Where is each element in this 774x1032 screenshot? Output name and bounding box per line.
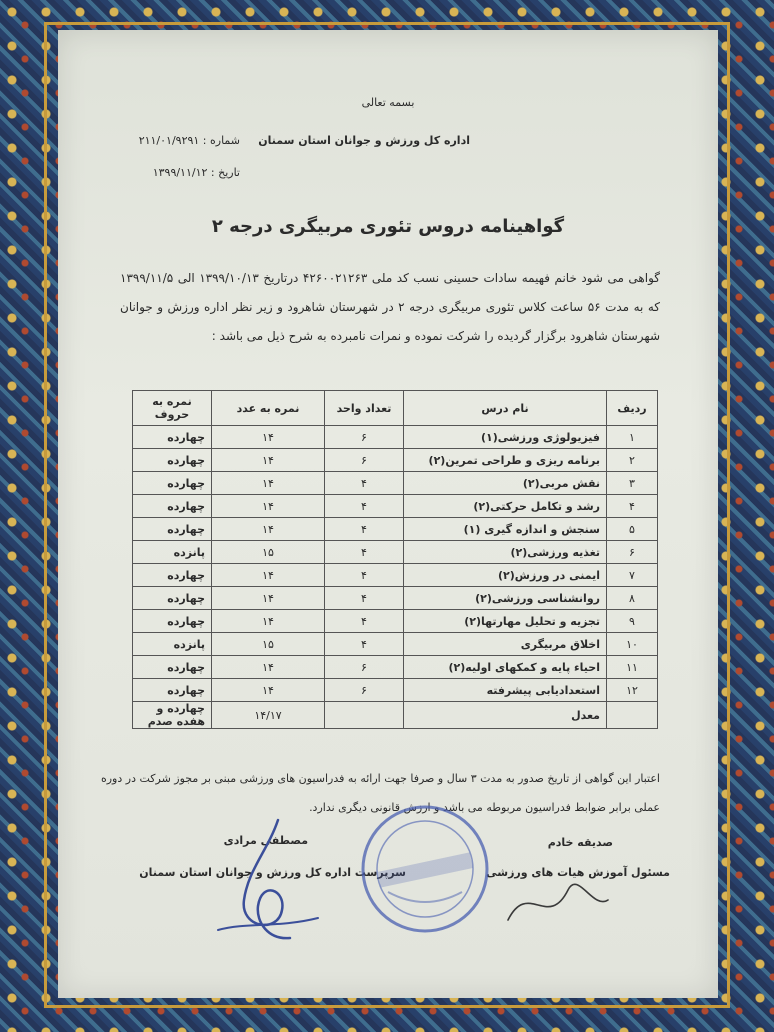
grade-number-cell: ۱۴ bbox=[212, 426, 325, 449]
units-cell: ۶ bbox=[325, 449, 404, 472]
grade-words-cell: چهارده bbox=[133, 656, 212, 679]
row-number-cell: ۱۰ bbox=[607, 633, 658, 656]
table-row bbox=[133, 633, 658, 656]
average-row bbox=[133, 702, 658, 729]
letter-number: شماره : ۲۱۱/۰۱/۹۲۹۱ bbox=[138, 134, 240, 147]
course-name-cell: تجزیه و تحلیل مهارتها(۲) bbox=[404, 610, 607, 633]
organization-name: اداره کل ورزش و جوانان استان سمنان bbox=[258, 134, 470, 147]
average-label: معدل bbox=[404, 702, 607, 729]
units-cell: ۶ bbox=[325, 679, 404, 702]
table-row bbox=[133, 679, 658, 702]
row-number-cell: ۱۲ bbox=[607, 679, 658, 702]
units-cell: ۴ bbox=[325, 518, 404, 541]
grade-number-cell: ۱۴ bbox=[212, 679, 325, 702]
grade-words-cell: چهارده bbox=[133, 426, 212, 449]
header-grade-number: نمره به عدد bbox=[212, 391, 325, 426]
grade-words-cell: پانزده bbox=[133, 541, 212, 564]
course-name-cell: رشد و تکامل حرکتی(۲) bbox=[404, 495, 607, 518]
row-number-cell: ۲ bbox=[607, 449, 658, 472]
grade-words-cell: چهارده bbox=[133, 495, 212, 518]
grade-number-cell: ۱۴ bbox=[212, 587, 325, 610]
table-row bbox=[133, 564, 658, 587]
header-row-number: ردیف bbox=[607, 391, 658, 426]
grade-number-cell: ۱۵ bbox=[212, 541, 325, 564]
header-units: تعداد واحد bbox=[325, 391, 404, 426]
table-row bbox=[133, 518, 658, 541]
course-name-cell: روانشناسی ورزشی(۲) bbox=[404, 587, 607, 610]
units-cell: ۴ bbox=[325, 564, 404, 587]
grade-number-cell: ۱۴ bbox=[212, 610, 325, 633]
row-number-cell: ۹ bbox=[607, 610, 658, 633]
units-cell: ۴ bbox=[325, 587, 404, 610]
table-header-row bbox=[133, 391, 658, 426]
row-number-cell: ۵ bbox=[607, 518, 658, 541]
row-number-cell: ۶ bbox=[607, 541, 658, 564]
course-name-cell: احیاء پایه و کمکهای اولیه(۲) bbox=[404, 656, 607, 679]
units-cell: ۶ bbox=[325, 426, 404, 449]
table-row bbox=[133, 541, 658, 564]
table-row bbox=[133, 495, 658, 518]
grade-words-cell: پانزده bbox=[133, 633, 212, 656]
table-row bbox=[133, 426, 658, 449]
signature-mark bbox=[208, 810, 338, 950]
units-cell: ۶ bbox=[325, 656, 404, 679]
course-name-cell: تغذیه ورزشی(۲) bbox=[404, 541, 607, 564]
units-cell: ۴ bbox=[325, 610, 404, 633]
grade-words-cell: چهارده bbox=[133, 679, 212, 702]
grade-words-cell: چهارده bbox=[133, 449, 212, 472]
signer2-role: سرپرست اداره کل ورزش و جوانان استان سمنان bbox=[139, 866, 406, 879]
basmala: بسمه تعالی bbox=[361, 96, 415, 109]
signer1-name: صدیقه خادم bbox=[547, 836, 613, 849]
row-number-cell: ۳ bbox=[607, 472, 658, 495]
official-stamp bbox=[358, 802, 492, 936]
grade-words-cell: چهارده bbox=[133, 518, 212, 541]
signer2-name: مصطفی مرادی bbox=[223, 834, 308, 847]
grade-words-cell: چهارده bbox=[133, 564, 212, 587]
course-name-cell: ایمنی در ورزش(۲) bbox=[404, 564, 607, 587]
average-empty-units bbox=[325, 702, 404, 729]
row-number-cell: ۷ bbox=[607, 564, 658, 587]
units-cell: ۴ bbox=[325, 472, 404, 495]
units-cell: ۴ bbox=[325, 541, 404, 564]
table-row bbox=[133, 449, 658, 472]
header-course-name: نام درس bbox=[404, 391, 607, 426]
grade-number-cell: ۱۴ bbox=[212, 449, 325, 472]
grade-number-cell: ۱۴ bbox=[212, 564, 325, 587]
average-words: چهارده و هفده صدم bbox=[133, 702, 212, 729]
average-empty-cell bbox=[607, 702, 658, 729]
signer1-role: مسئول آموزش هیات های ورزشی bbox=[486, 866, 670, 879]
table-row bbox=[133, 587, 658, 610]
letter-date: تاریخ : ۱۳۹۹/۱۱/۱۲ bbox=[152, 166, 240, 179]
certificate-title: گواهینامه دروس تئوری مربیگری درجه ۲ bbox=[211, 216, 565, 237]
grades-table bbox=[132, 390, 658, 729]
course-name-cell: استعدادیابی پیشرفته bbox=[404, 679, 607, 702]
average-number: ۱۴/۱۷ bbox=[212, 702, 325, 729]
course-name-cell: برنامه ریزی و طراحی تمرین(۲) bbox=[404, 449, 607, 472]
course-name-cell: سنجش و اندازه گیری (۱) bbox=[404, 518, 607, 541]
grade-number-cell: ۱۴ bbox=[212, 472, 325, 495]
certificate-paper bbox=[58, 30, 718, 998]
grade-number-cell: ۱۴ bbox=[212, 518, 325, 541]
row-number-cell: ۱۱ bbox=[607, 656, 658, 679]
row-number-cell: ۸ bbox=[607, 587, 658, 610]
grade-words-cell: چهارده bbox=[133, 610, 212, 633]
table-row bbox=[133, 472, 658, 495]
grade-words-cell: چهارده bbox=[133, 587, 212, 610]
certificate-paragraph: گواهی می شود خانم فهیمه سادات حسینی نسب کد ملی ۴۲۶۰۰۲۱۲۶۳ درتاریخ ۱۳۹۹/۱۰/۱۳ الی ۱۳۹۹/۱۱/۵ که به مدت ۵۶ ساعت کلاس تئوری مربیگری درجه ۲ در شهرستان شاهرود و زیر نظر اداره ورزش و جوانان شهرستان شاهرود برگزار گردیده را شرکت نموده و نمرات نامبرده به شرح ذیل می باشد : bbox=[120, 271, 660, 343]
table-row bbox=[133, 656, 658, 679]
header-grade-words: نمره به حروف bbox=[133, 391, 212, 426]
table-row bbox=[133, 610, 658, 633]
grade-number-cell: ۱۴ bbox=[212, 495, 325, 518]
course-name-cell: فیزیولوژی ورزشی(۱) bbox=[404, 426, 607, 449]
course-name-cell: نقش مربی(۲) bbox=[404, 472, 607, 495]
course-name-cell: اخلاق مربیگری bbox=[404, 633, 607, 656]
units-cell: ۴ bbox=[325, 633, 404, 656]
row-number-cell: ۴ bbox=[607, 495, 658, 518]
grade-number-cell: ۱۴ bbox=[212, 656, 325, 679]
grade-number-cell: ۱۵ bbox=[212, 633, 325, 656]
units-cell: ۴ bbox=[325, 495, 404, 518]
signature-mark-2 bbox=[498, 860, 618, 940]
grade-words-cell: چهارده bbox=[133, 472, 212, 495]
row-number-cell: ۱ bbox=[607, 426, 658, 449]
validity-note: اعتبار این گواهی از تاریخ صدور به مدت ۳ سال و صرفا جهت ارائه به فدراسیون های ورزشی مبنی بر مجوز شرکت در دوره عملی برابر ضوابط فدراسیون مربوطه می باشد و ارزش قانونی دیگری ندارد. bbox=[100, 772, 660, 814]
